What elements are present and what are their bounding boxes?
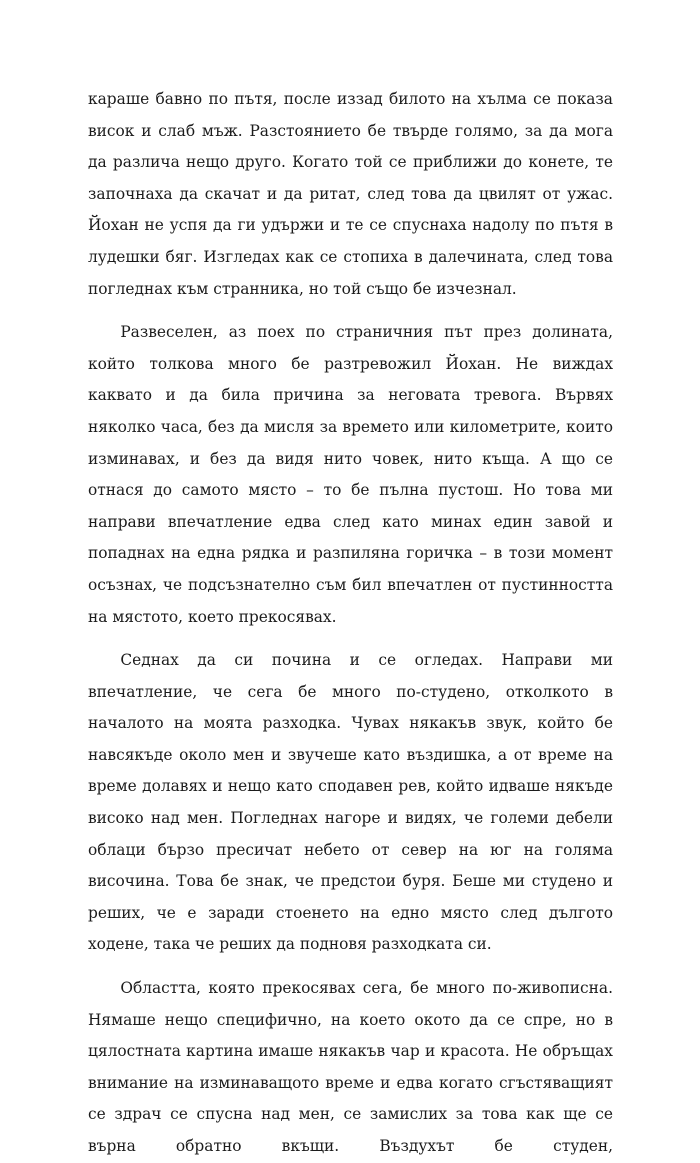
paragraph-2: Развеселен, аз поех по страничния път през долината, който толкова много бе разтревожил Йохан. Не виждах каквато и да била причина за неговата тревога. Вървях няколко часа, без да мисля за времето или километрите, които изминавах, и без да видя нито човек, нито къща. А що се отнася до самото място – то бе пълна пустош. Но това ми направи впечатление едва след като минах един завой и попаднах на една рядка и разпиляна горичка – в този момент осъзнах, че подсъзнателно съм бил впечатлен от пустинността на мястото, което прекосявах. xyxy=(88,323,613,626)
paragraph-3: Седнах да си почина и се огледах. Направи ми впечатление, че сега бе много по-студено, отколкото в началото на моята разходка. Чувах някакъв звук, който бе навсякъде около мен и звучеше като въздишка, а от време на време долавях и нещо като сподавен рев, който идваше някъде високо над мен. Погледнах нагоре и видях, че големи дебели облаци бързо пресичат небето от север на юг на голяма височина. Това бе знак, че предстои буря. Беше ми студено и реших, че е заради стоенето на едно място след дългото ходене, така че реших да подновя разходката си. xyxy=(88,651,613,954)
book-page xyxy=(88,84,613,1163)
paragraph-4: Областта, която прекосявах сега, бе много по-живописна. Нямаше нещо специфично, на което окото да се спре, но в цялостната картина имаше някакъв чар и красота. Не обръщах внимание на изминаващото време и едва когато сгъстяващият се здрач се спусна над мен, се замислих за това как ще се върна обратно вкъщи. Въздухът бе студен, xyxy=(88,979,613,1155)
paragraph-1: караше бавно по пътя, после иззад билото на хълма се показа висок и слаб мъж. Разстоянието бе твърде голямо, за да мога да различа нещо друго. Когато той се приближи до конете, те започнаха да скачат и да ритат, след това да цвилят от ужас. Йохан не успя да ги удържи и те се спуснаха надолу по пътя в лудешки бяг. Изгледах как се стопиха в далечината, след това погледнах към странника, но той също бе изчезнал. xyxy=(88,90,613,298)
